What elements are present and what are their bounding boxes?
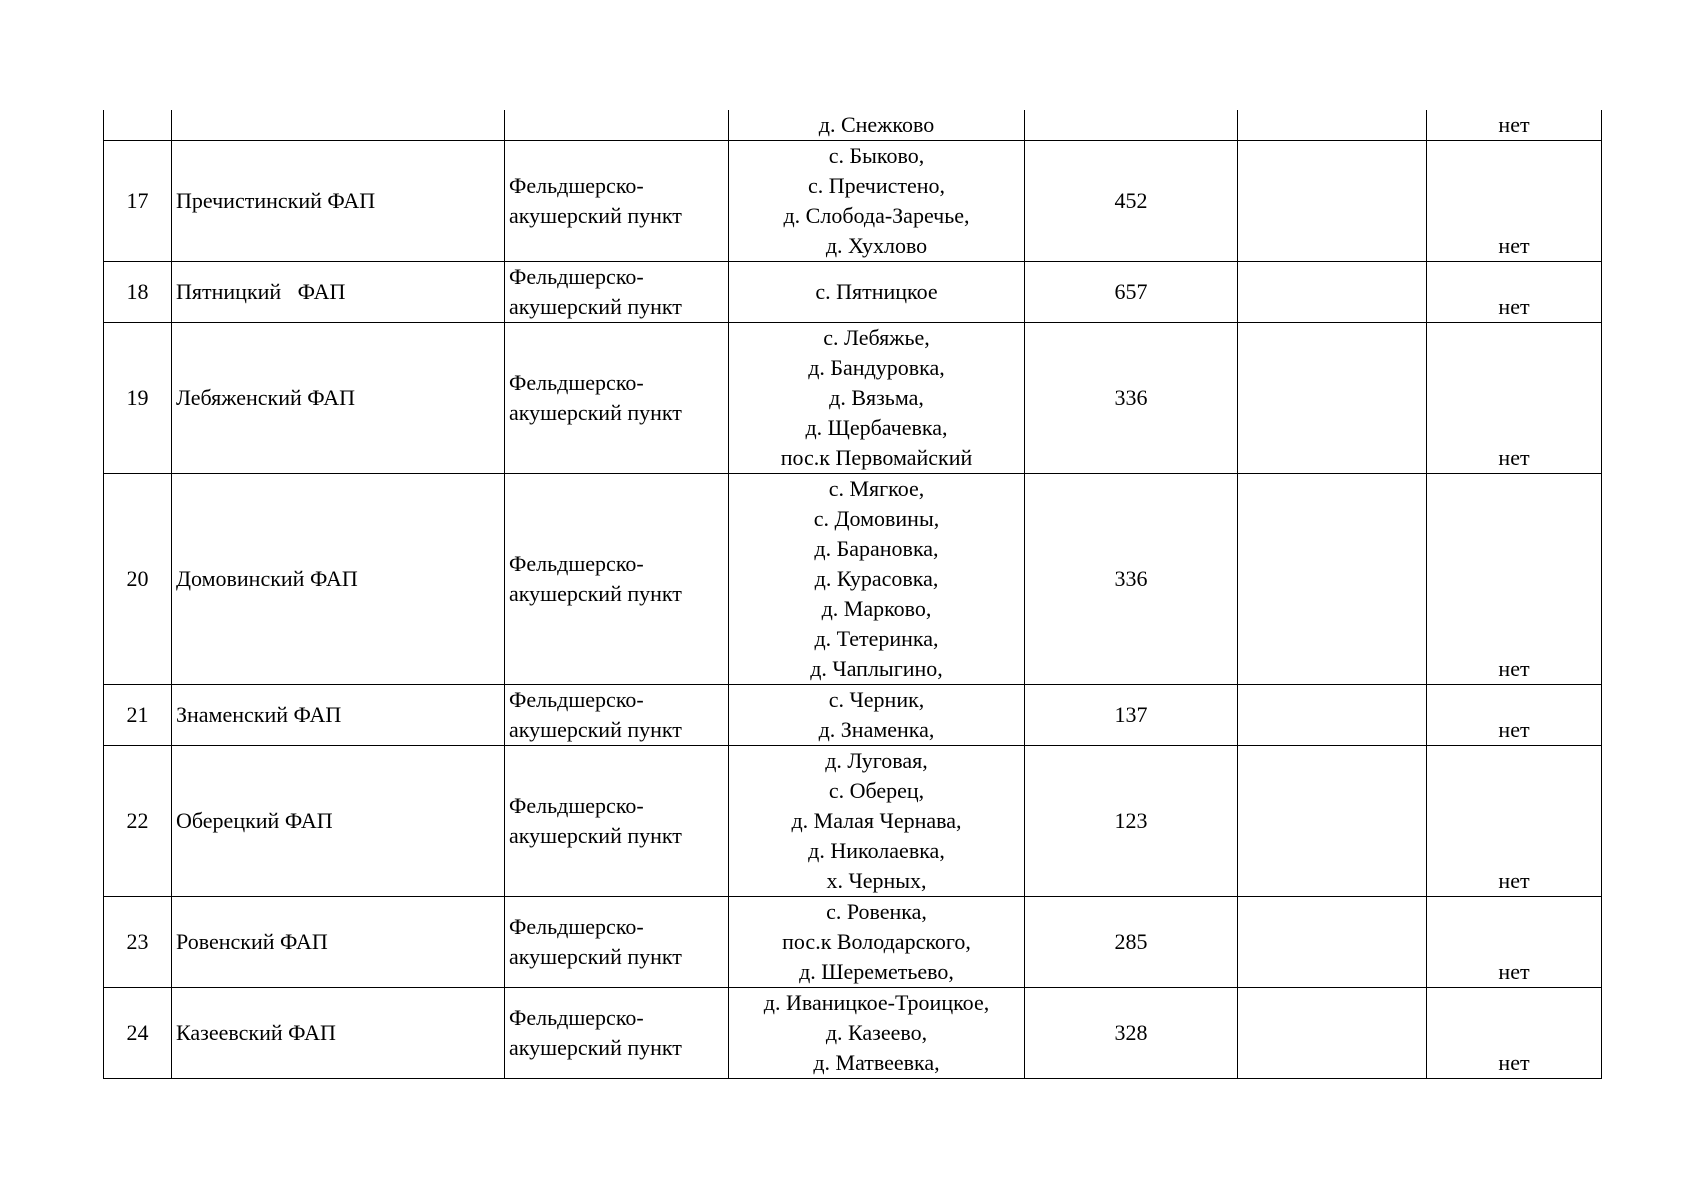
- type-line: акушерский пункт: [509, 717, 682, 742]
- type-line: акушерский пункт: [509, 400, 682, 425]
- settlement-line: д. Малая Чернава,: [791, 808, 962, 833]
- cell-settlements: [729, 262, 1025, 323]
- cell-availability: нет: [1427, 323, 1602, 474]
- settlement-line: д. Шереметьево,: [799, 959, 954, 984]
- cell-availability: нет: [1427, 141, 1602, 262]
- settlement-line: с. Оберец,: [828, 778, 925, 803]
- settlement-line: д. Иваницкое-Троицкое,: [763, 990, 990, 1015]
- type-line: Фельдшерско-: [509, 264, 644, 289]
- table-row: [104, 988, 1602, 1079]
- cell-name: Пятницкий ФАП: [172, 262, 505, 323]
- cell-settlements: [729, 988, 1025, 1079]
- settlement-line: х. Черных,: [826, 868, 927, 893]
- cell-availability: нет: [1427, 685, 1602, 746]
- type-line: акушерский пункт: [509, 294, 682, 319]
- settlement-line: д. Матвеевка,: [813, 1050, 940, 1075]
- cell-type: [505, 746, 729, 897]
- settlement-line: д. Барановка,: [814, 536, 939, 561]
- cell-type: [505, 323, 729, 474]
- cell-settlements: [729, 110, 1025, 141]
- type-line: Фельдшерско-: [509, 793, 644, 818]
- cell-extra: [1238, 746, 1427, 897]
- type-line: акушерский пункт: [509, 944, 682, 969]
- type-line: акушерский пункт: [509, 1035, 682, 1060]
- cell-name: Ровенский ФАП: [172, 897, 505, 988]
- cell-availability: нет: [1427, 474, 1602, 685]
- cell-name: Оберецкий ФАП: [172, 746, 505, 897]
- settlement-line: д. Николаевка,: [808, 838, 945, 863]
- cell-name: Казеевский ФАП: [172, 988, 505, 1079]
- settlement-line: д. Курасовка,: [814, 566, 939, 591]
- cell-population: 137: [1025, 685, 1238, 746]
- cell-settlements: [729, 897, 1025, 988]
- type-line: акушерский пункт: [509, 581, 682, 606]
- cell-name: Домовинский ФАП: [172, 474, 505, 685]
- cell-name: Знаменский ФАП: [172, 685, 505, 746]
- cell-extra: [1238, 897, 1427, 988]
- cell-type: [505, 110, 729, 141]
- cell-population: [1025, 110, 1238, 141]
- type-line: акушерский пункт: [509, 203, 682, 228]
- settlement-line: с. Домовины,: [813, 506, 940, 531]
- table-row: [104, 141, 1602, 262]
- cell-name: Лебяженский ФАП: [172, 323, 505, 474]
- cell-name: [172, 110, 505, 141]
- settlement-line: д. Снежково: [818, 112, 935, 137]
- settlement-line: д. Чаплыгино,: [810, 656, 943, 681]
- settlement-line: д. Марково,: [821, 596, 932, 621]
- cell-availability: нет: [1427, 746, 1602, 897]
- type-line: Фельдшерско-: [509, 370, 644, 395]
- cell-type: [505, 685, 729, 746]
- table-row: [104, 897, 1602, 988]
- settlement-line: пос.к Первомайский: [780, 445, 973, 470]
- settlement-line: с. Лебяжье,: [823, 325, 930, 350]
- cell-num: 21: [104, 685, 172, 746]
- settlement-line: д. Казеево,: [825, 1020, 928, 1045]
- cell-population: 336: [1025, 323, 1238, 474]
- cell-population: 328: [1025, 988, 1238, 1079]
- settlement-line: д. Хухлово: [825, 233, 928, 258]
- cell-num: [104, 110, 172, 141]
- cell-extra: [1238, 474, 1427, 685]
- cell-extra: [1238, 262, 1427, 323]
- type-line: Фельдшерско-: [509, 173, 644, 198]
- cell-num: 24: [104, 988, 172, 1079]
- settlement-line: д. Вязьма,: [829, 385, 924, 410]
- cell-extra: [1238, 988, 1427, 1079]
- facilities-table: [103, 110, 1602, 1079]
- cell-population: 452: [1025, 141, 1238, 262]
- cell-settlements: [729, 474, 1025, 685]
- cell-settlements: [729, 141, 1025, 262]
- settlement-line: д. Щербачевка,: [805, 415, 948, 440]
- settlement-line: д. Знаменка,: [818, 717, 935, 742]
- table-row: [104, 746, 1602, 897]
- table-body: [104, 110, 1602, 1079]
- cell-num: 17: [104, 141, 172, 262]
- settlement-line: д. Бандуровка,: [808, 355, 945, 380]
- cell-population: 336: [1025, 474, 1238, 685]
- settlement-line: с. Ровенка,: [826, 899, 927, 924]
- settlement-line: д. Тетеринка,: [814, 626, 939, 651]
- cell-availability: нет: [1427, 988, 1602, 1079]
- type-line: Фельдшерско-: [509, 687, 644, 712]
- cell-settlements: [729, 746, 1025, 897]
- type-line: акушерский пункт: [509, 823, 682, 848]
- settlement-line: с. Черник,: [828, 687, 925, 712]
- settlement-line: с. Быково,: [828, 143, 925, 168]
- settlement-line: с. Пречистено,: [807, 173, 946, 198]
- cell-type: [505, 262, 729, 323]
- cell-settlements: [729, 685, 1025, 746]
- type-line: Фельдшерско-: [509, 551, 644, 576]
- cell-extra: [1238, 141, 1427, 262]
- settlement-line: с. Пятницкое: [815, 279, 938, 304]
- settlement-line: пос.к Володарского,: [782, 929, 971, 954]
- table-row: [104, 262, 1602, 323]
- cell-type: [505, 988, 729, 1079]
- table-row: [104, 323, 1602, 474]
- table-row: [104, 474, 1602, 685]
- cell-extra: [1238, 110, 1427, 141]
- settlement-line: д. Слобода-Заречье,: [783, 203, 970, 228]
- cell-availability: нет: [1427, 897, 1602, 988]
- cell-population: 657: [1025, 262, 1238, 323]
- cell-availability: нет: [1427, 262, 1602, 323]
- cell-extra: [1238, 323, 1427, 474]
- cell-settlements: [729, 323, 1025, 474]
- settlement-line: д. Луговая,: [825, 748, 928, 773]
- table-row: [104, 685, 1602, 746]
- type-line: Фельдшерско-: [509, 1005, 644, 1030]
- cell-type: [505, 474, 729, 685]
- cell-num: 23: [104, 897, 172, 988]
- table-row-continuation: [104, 110, 1602, 141]
- cell-num: 18: [104, 262, 172, 323]
- cell-type: [505, 141, 729, 262]
- settlement-line: с. Мягкое,: [828, 476, 925, 501]
- cell-population: 285: [1025, 897, 1238, 988]
- cell-num: 19: [104, 323, 172, 474]
- cell-availability: нет: [1427, 110, 1602, 141]
- cell-num: 20: [104, 474, 172, 685]
- cell-extra: [1238, 685, 1427, 746]
- cell-type: [505, 897, 729, 988]
- cell-num: 22: [104, 746, 172, 897]
- cell-name: Пречистинский ФАП: [172, 141, 505, 262]
- cell-population: 123: [1025, 746, 1238, 897]
- type-line: Фельдшерско-: [509, 914, 644, 939]
